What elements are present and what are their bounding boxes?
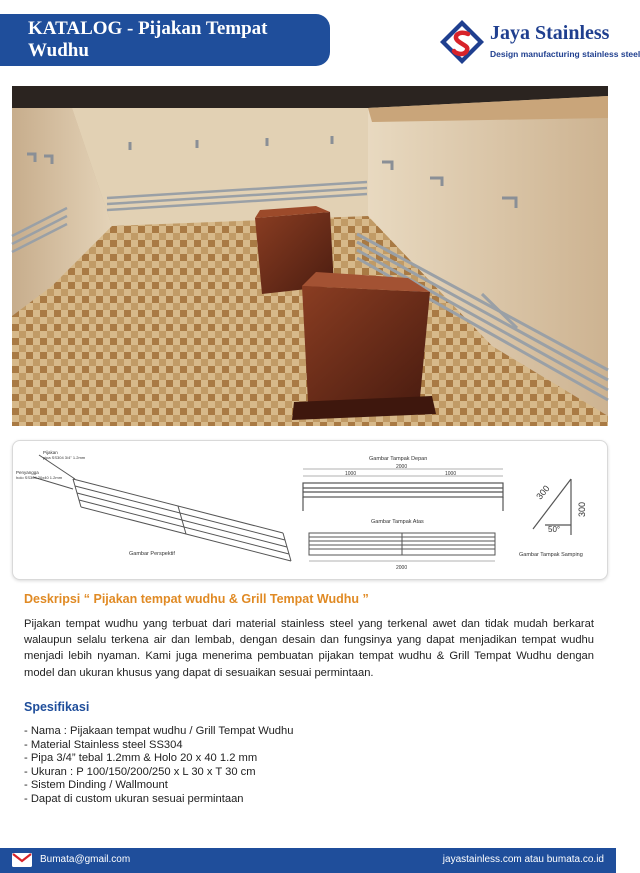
- caption-side: Gambar Tampak Samping: [519, 552, 583, 558]
- dim-side-a: 300: [534, 483, 552, 502]
- dim-top-total: 2000: [396, 565, 408, 571]
- specs-list: [24, 725, 293, 807]
- product-photo: [12, 86, 608, 426]
- label-penyangga-spec: holo SS304 20x40 1.2mm: [16, 475, 63, 480]
- brand-tagline: Design manufacturing stainless steel: [490, 49, 640, 59]
- footer: [0, 848, 616, 873]
- label-pijakan-spec: pipa SS304 3/4" 1.2mm: [43, 455, 86, 460]
- label-pijakan: Pijakan: [43, 450, 58, 455]
- spec-item: - Ukuran : P 100/150/200/250 x L 30 x T 30 cm: [24, 766, 293, 780]
- perspective-drawing: [33, 455, 291, 561]
- dim-front-left: 1000: [345, 471, 357, 477]
- technical-drawings: [12, 440, 608, 580]
- description-body: Pijakan tempat wudhu yang terbuat dari material stainless steel yang terkenal awet dan tidak mudah berkarat walaupun selalu terkena air dan lembab, dengan desain dan fungsinya yang dapat menjadikan tempat wudhu menjadi lebih nyaman. Kami juga menerima pembuatan pijakan tempat wudhu & Grill Tempat Wudhu dengan model dan ukuran khusus yang dapat di sesuaikan sesuai permintaan.: [24, 618, 594, 679]
- mail-icon: [12, 853, 32, 867]
- spec-item: - Pipa 3/4” tebal 1.2mm & Holo 20 x 40 1.2 mm: [24, 752, 293, 766]
- description-title: Deskripsi “ Pijakan tempat wudhu & Grill Tempat Wudhu ”: [24, 592, 369, 606]
- spec-item: - Nama : Pijakaan tempat wudhu / Grill Tempat Wudhu: [24, 725, 293, 739]
- dim-front-right: 1000: [445, 471, 457, 477]
- spec-item: - Material Stainless steel SS304: [24, 739, 293, 753]
- catalog-title: KATALOG - Pijakan Tempat Wudhu: [0, 14, 330, 66]
- dim-side-angle: 50°: [548, 525, 561, 534]
- caption-front: Gambar Tampak Depan: [369, 456, 428, 462]
- label-penyangga: Penyangga: [16, 470, 39, 475]
- dim-side-b: 300: [577, 501, 587, 517]
- spec-item: - Dapat di custom ukuran sesuai permintaan: [24, 793, 293, 807]
- spec-item: - Sistem Dinding / Wallmount: [24, 779, 293, 793]
- brand-logo[interactable]: [440, 20, 640, 64]
- caption-top: Gambar Tampak Atas: [371, 519, 424, 525]
- footer-website-link[interactable]: jayastainless.com atau bumata.co.id: [442, 854, 604, 865]
- caption-perspective: Gambar Perspektif: [129, 551, 175, 557]
- jaya-stainless-logo-icon: [440, 20, 484, 64]
- dim-front-total: 2000: [396, 464, 408, 470]
- specs-title: Spesifikasi: [24, 700, 90, 714]
- brand-name: Jaya Stainless: [490, 22, 610, 44]
- footer-email-link[interactable]: Bumata@gmail.com: [40, 854, 131, 865]
